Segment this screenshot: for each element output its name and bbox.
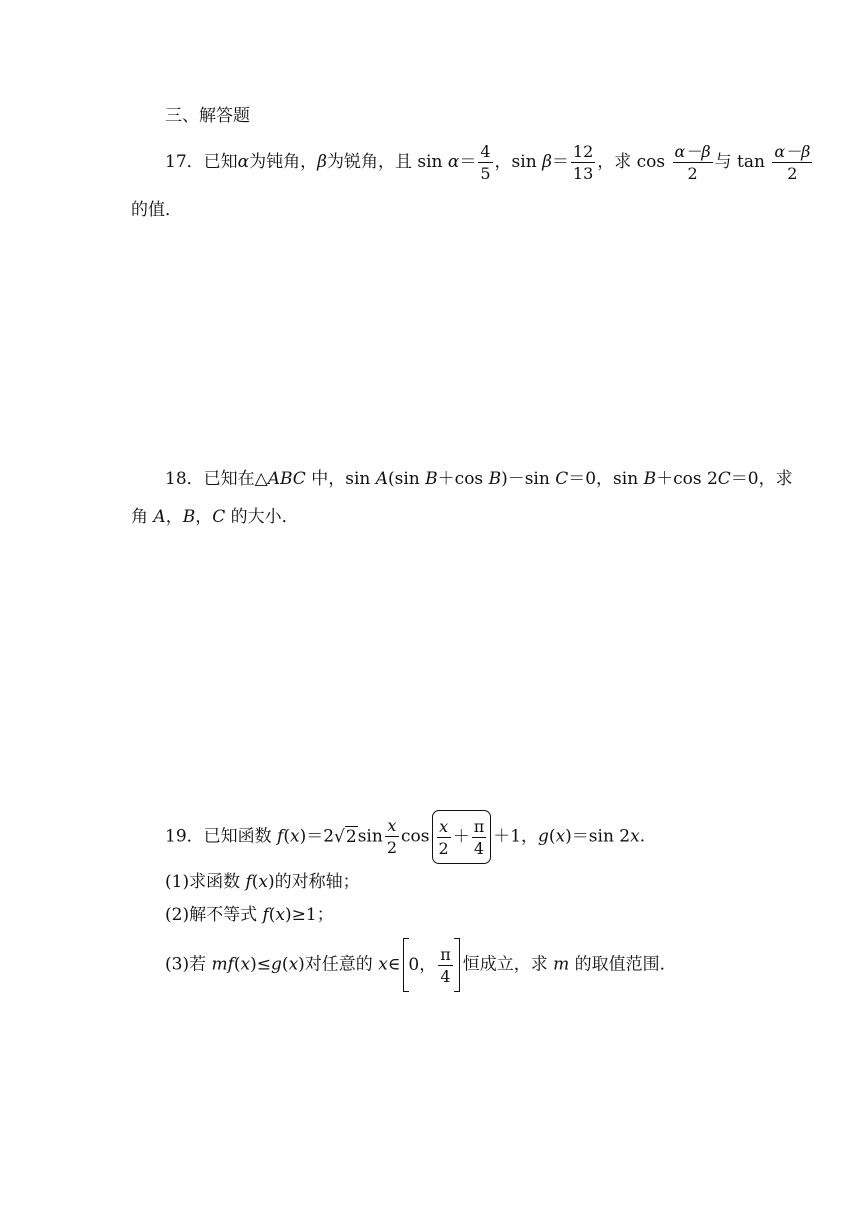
question-17-line-1: 17．已知α为钝角，β为锐角，且 sin α＝ $\frac{4}{5}$ ，sin β＝ $\frac{12}{13}$ ，求 cos $\frac{\alpha-\beta}{2}$ 与 tan $\frac{\alpha-\beta}{2}$ — [165, 141, 811, 183]
section-heading: 三、解答题 — [165, 106, 250, 126]
question-19-part-3: (3)若 mf(x)≤g(x)对任意的 x∈ 0， $\frac{\pi}{4}$ 恒成立，求 m 的取值范围． — [165, 938, 677, 992]
fraction-4-5: $\frac{4}{5}$ — [480, 141, 491, 183]
question-17-line-2: 的值． — [131, 200, 182, 220]
question-18-line-2: 角 A，B，C 的大小． — [131, 507, 299, 527]
fraction-x-over-2: $\frac{x}{2}$ — [386, 816, 398, 857]
parenthesized-argument: $\frac{x}{2}$ ＋ $\frac{\pi}{4}$ — [432, 810, 492, 864]
question-19-part-1: (1)求函数 f(x)的对称轴； — [165, 872, 360, 892]
fraction-12-13: $\frac{12}{13}$ — [572, 141, 594, 183]
square-root-2: √2 — [334, 826, 357, 847]
interval-bracket: 0， $\frac{\pi}{4}$ — [403, 938, 459, 992]
question-18-line-1: 18．已知在△ABC 中，sin A(sin B＋cos B)－sin C＝0，sin B＋cos 2C＝0，求 — [165, 469, 793, 489]
fraction-alpha-minus-beta-over-2: $\frac{\alpha-\beta}{2}$ — [674, 141, 711, 183]
question-19-line-1: 19．已知函数 f(x)＝2√2sin $\frac{x}{2}$ cos $\frac{x}{2}$ ＋ $\frac{\pi}{4}$ ＋1，g(x)＝sin 2x. — [165, 810, 645, 864]
question-19-part-2: (2)解不等式 f(x)≥1； — [165, 905, 334, 925]
fraction-alpha-minus-beta-over-2-tan: $\frac{\alpha-\beta}{2}$ — [774, 141, 811, 183]
